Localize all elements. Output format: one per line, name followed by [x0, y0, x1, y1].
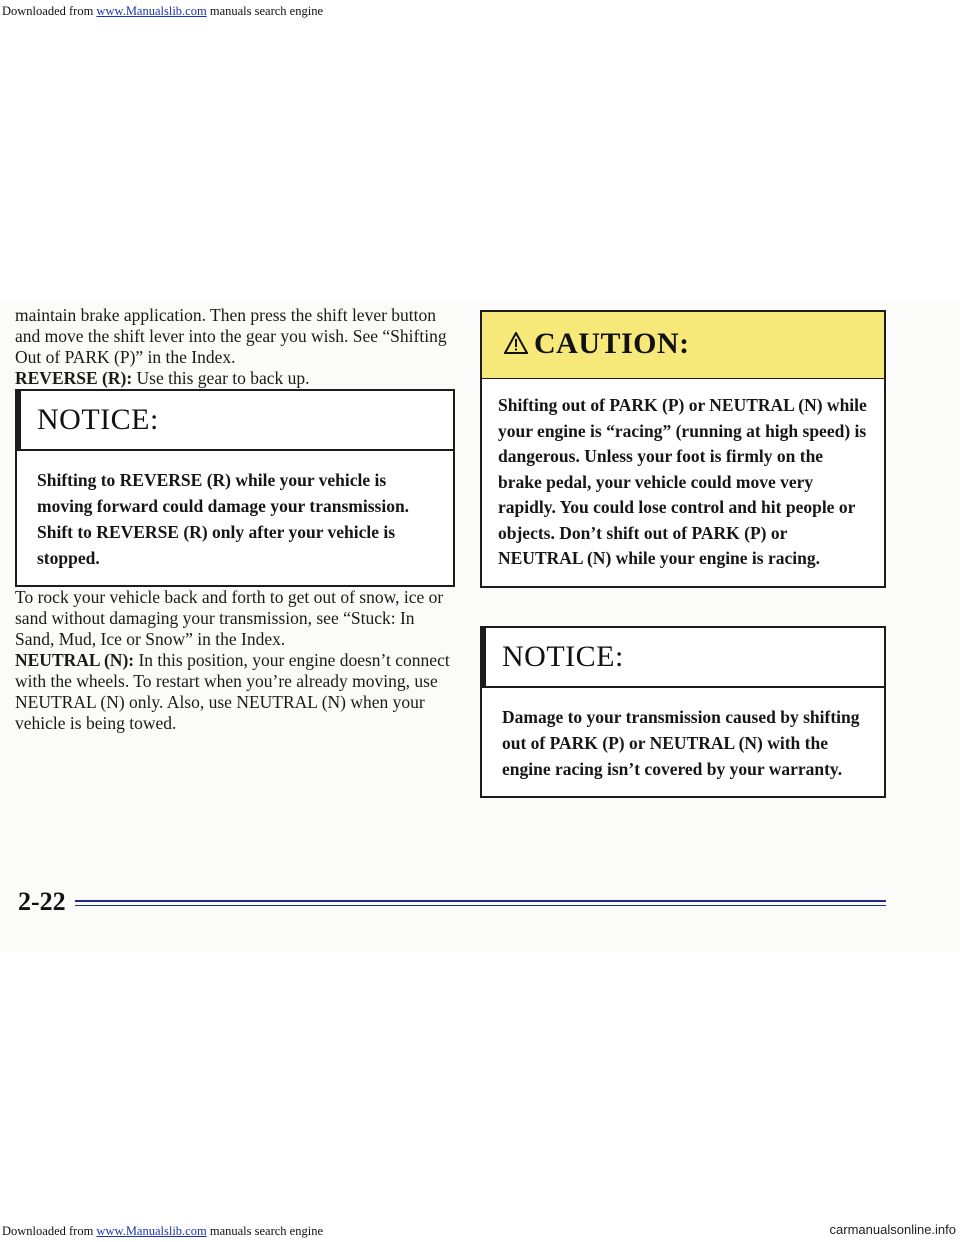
watermark-site: carmanualsonline.info — [829, 1222, 956, 1237]
notice-box-reverse — [15, 389, 455, 587]
neutral-text: In this position, your engine doesn’t connect with the wheels. To restart when you’re already moving, use NEUTRAL (N) only. Also, use NEUTRAL (N) when your vehicle is being towed. — [15, 650, 450, 733]
notice-title: NOTICE: — [502, 639, 624, 673]
caution-box — [480, 310, 886, 588]
paragraph-neutral — [15, 650, 455, 734]
notice-header-bar — [17, 391, 21, 449]
banner-suffix: manuals search engine — [206, 4, 323, 18]
right-column — [480, 310, 886, 798]
paragraph-rock-vehicle: To rock your vehicle back and forth to get out of snow, ice or sand without damaging your transmission, see “Stuck: In Sand, Mud, Ice or Snow” in the Index. — [15, 587, 444, 649]
notice-box-warranty — [480, 626, 886, 798]
manualslib-link[interactable]: www.Manualslib.com — [96, 1224, 207, 1238]
paragraph-reverse — [15, 368, 455, 389]
notice-body: Damage to your transmission caused by shifting out of PARK (P) or NEUTRAL (N) with the engine racing isn’t covered by your warranty. — [502, 706, 860, 779]
notice-header — [482, 628, 884, 688]
reverse-label: REVERSE (R): — [15, 368, 133, 388]
reverse-text: Use this gear to back up. — [132, 368, 310, 388]
warning-triangle-icon — [504, 332, 528, 354]
banner-prefix: Downloaded from — [2, 1224, 97, 1238]
caution-title: CAUTION: — [534, 327, 690, 360]
download-banner-bottom — [2, 1224, 323, 1239]
caution-body: Shifting out of PARK (P) or NEUTRAL (N) while your engine is “racing” (running at high speed) is dangerous. Unless your foot is firmly on the brake pedal, your vehicle could move very rapidly. You could lose control and hit people or objects. Don’t shift out of PARK (P) or NEUTRAL (N) while your engine is racing. — [498, 395, 867, 568]
left-column — [15, 305, 455, 734]
banner-prefix: Downloaded from — [2, 4, 97, 18]
neutral-label: NEUTRAL (N): — [15, 650, 135, 670]
notice-header — [17, 391, 453, 451]
page-number: 2-22 — [18, 887, 66, 916]
manualslib-link[interactable]: www.Manualslib.com — [96, 4, 207, 18]
notice-header-bar — [482, 628, 486, 686]
paragraph-brake: maintain brake application. Then press the shift lever button and move the shift lever into the gear you wish. See “Shifting Out of PARK (P)” in the Index. — [15, 305, 447, 367]
notice-title: NOTICE: — [37, 403, 159, 436]
footer-rule-thin — [75, 905, 886, 906]
banner-suffix: manuals search engine — [206, 1224, 323, 1238]
download-banner-top — [2, 4, 323, 19]
notice-body: Shifting to REVERSE (R) while your vehicle is moving forward could damage your transmission. Shift to REVERSE (R) only after your vehicle is stopped. — [37, 470, 410, 568]
footer-rule — [75, 900, 886, 902]
caution-header — [482, 312, 884, 379]
